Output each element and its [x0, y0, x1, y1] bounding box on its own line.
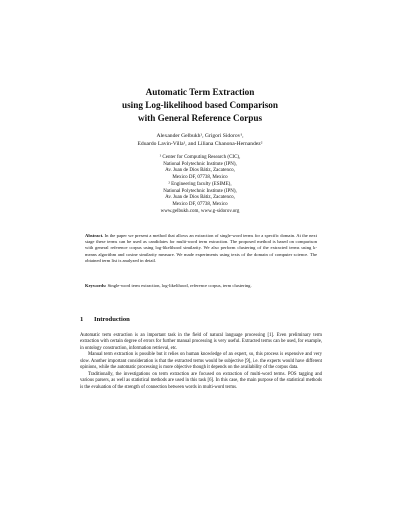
abstract-label: Abstract. — [85, 233, 104, 238]
affiliation-line: National Polytechnic Institute (IPN), — [163, 188, 237, 194]
abstract-text: In the paper we present a method that allows an extraction of single-word terms for a specific domain. At the next stage these terms can be used as candidates for multi-word term extraction. The proposed method is based on comparison with general reference corpus using log-likelihood similarity. We also perform clustering of the extracted terms using k-means algorithm and cosine similarity measure. We made experiments using texts of the domain of computer science. The obtained term list is analyzed in detail. — [85, 233, 318, 263]
paper-title — [60, 86, 340, 125]
affiliation-block — [80, 155, 320, 215]
section-number: 1 — [80, 316, 84, 323]
affiliation-line: Av. Juan de Dios Bátiz, Zacatenco, — [165, 168, 235, 174]
title-line: Automatic Term Extraction — [145, 87, 255, 97]
affiliation-line: National Polytechnic Institute (IPN), — [163, 161, 237, 167]
title-line: with General Reference Corpus — [137, 113, 263, 123]
section-title: Introduction — [94, 316, 130, 323]
keywords-text: Single-word term extraction, log-likelihood, reference corpus, term clustering. — [107, 283, 252, 288]
title-line: using Log-likelihood based Comparison — [122, 100, 278, 110]
author-line: Eduardo Lavin-Villa¹, and Liliana Chanona-Hernandez² — [137, 140, 263, 147]
paragraph: Traditionally, the investigations on term extraction are focused on extraction of multi-word terms. POS tagging and various parsers, as well as statistical methods are used in this task [6]. In this case, the main purpose of the statistical methods is the evaluation of the strength of connection between words in multi-word terms. — [80, 371, 322, 390]
affiliation-websites: www.gelbukh.com, www.g-sidorov.org — [160, 208, 240, 214]
affiliation-line: ¹ Center for Computing Research (CIC), — [159, 155, 241, 160]
abstract — [85, 233, 317, 264]
author-list — [70, 133, 330, 149]
author-line: Alexander Gelbukh¹, Grigori Sidorov¹, — [156, 133, 244, 139]
paragraph: Automatic term extraction is an important task in the field of natural language processing [1]. Even preliminary term extraction with certain degree of errors for further manual processing is very useful. Extracted terms can be used, for example, in ontology construction, information retrieval, etc. — [80, 333, 322, 351]
affiliation-line: Mexico DF, 07738, Mexico — [172, 175, 228, 181]
affiliation-line: Mexico DF, 07738, Mexico — [172, 201, 228, 207]
affiliation-line: Av. Juan de Dios Bátiz, Zacatenco, — [165, 195, 235, 201]
affiliation-line: ² Engineering faculty (ESIME), — [168, 181, 232, 187]
keywords — [85, 283, 317, 289]
keywords-label: Keywords: — [85, 283, 107, 288]
paragraph: Manual term extraction is possible but it relies on human knowledge of an expert, so, this process is expensive and very slow. Another important consideration is that the extracted terms would be subjective [9], i.e. the experts would have different opinions, while the automatic processing is more objective though it depends on the availability of the corpus data. — [80, 352, 322, 371]
section-heading — [80, 316, 130, 324]
section-body — [80, 333, 322, 391]
